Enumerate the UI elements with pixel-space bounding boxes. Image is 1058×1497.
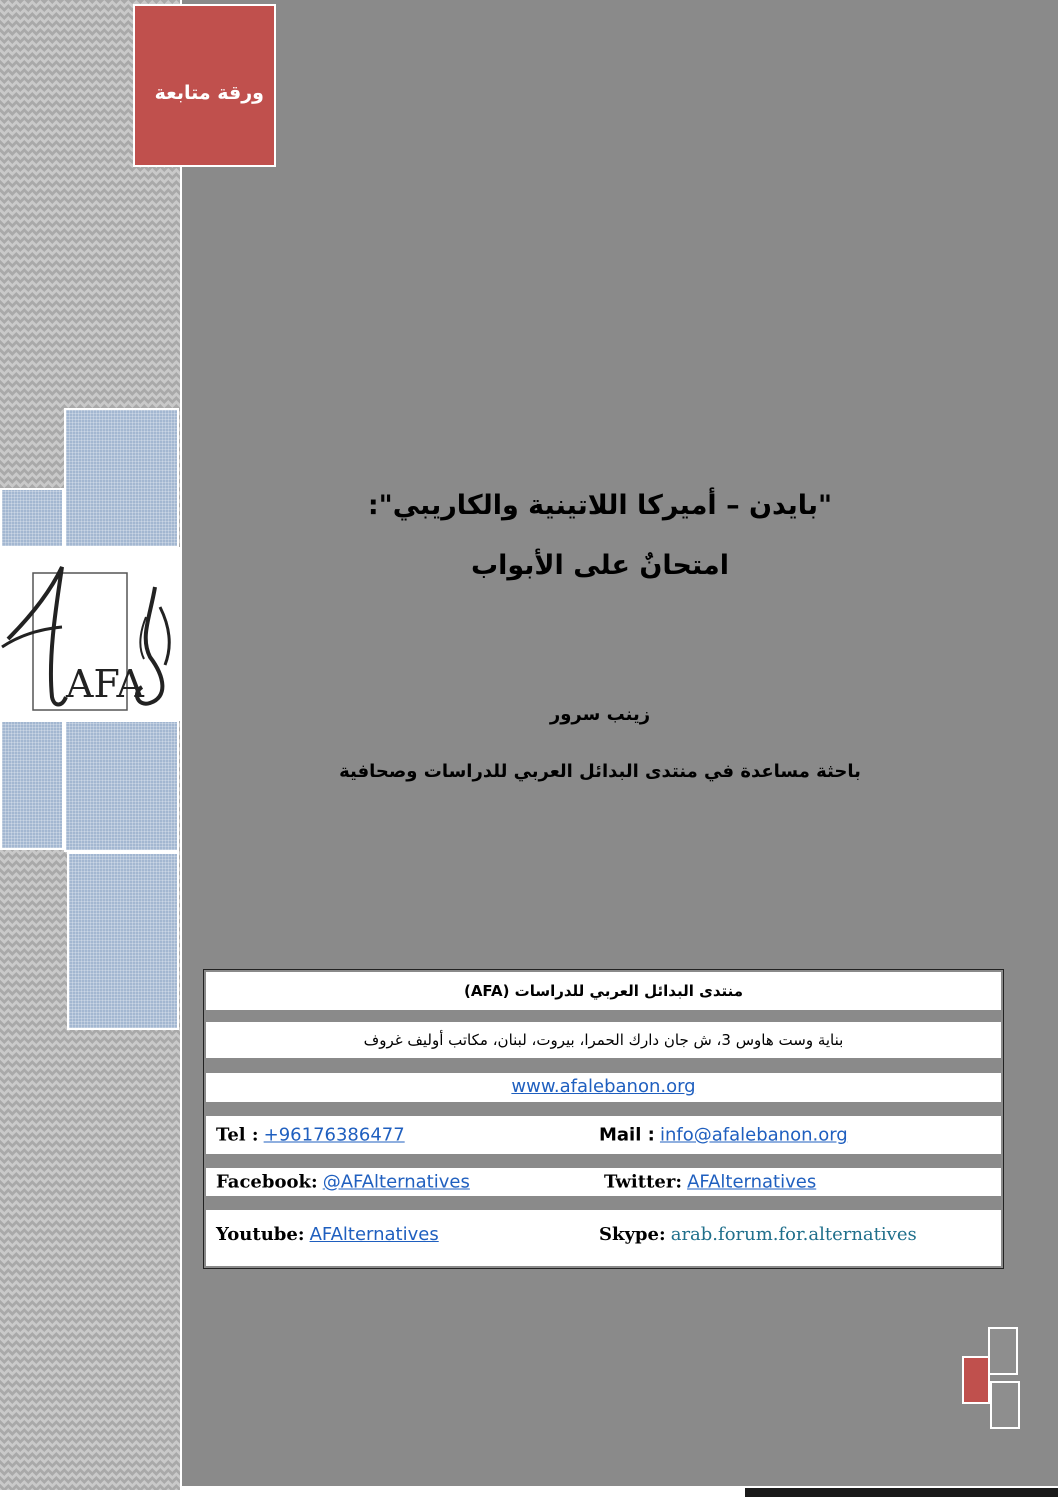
org-name-row [206, 972, 1001, 1010]
skype-label: Skype: [599, 1224, 666, 1245]
decor-block-middle [64, 720, 179, 852]
tel-label: Tel : [216, 1124, 259, 1146]
website-link[interactable]: www.afalebanon.org [511, 1076, 696, 1097]
tel-cell [216, 1125, 405, 1146]
mail-link[interactable]: info@afalebanon.org [659, 1124, 848, 1146]
youtube-label: Youtube: [216, 1224, 305, 1245]
social-row-1 [206, 1168, 1001, 1196]
logo-lettering: AFA [66, 662, 144, 706]
author-role: باحثة مساعدة في منتدى البدائل العربي للدراسات وصحافية [339, 761, 861, 782]
phone-mail-row [206, 1116, 1001, 1154]
address-row [206, 1022, 1001, 1058]
afa-logo-mark [0, 547, 180, 721]
youtube-cell [216, 1224, 439, 1245]
author-name: زينب سرور [549, 704, 651, 725]
mail-cell [599, 1125, 848, 1146]
document-type-tag [133, 4, 276, 167]
tel-link[interactable]: +96176386477 [263, 1124, 405, 1146]
website-row [206, 1073, 1001, 1102]
social-row-2 [206, 1210, 1001, 1266]
decor-block-small-left [0, 488, 64, 548]
twitter-label: Twitter: [604, 1171, 682, 1193]
decor-square-red [962, 1356, 990, 1404]
twitter-link[interactable]: AFAlternatives [687, 1171, 817, 1193]
title-line-1: "بايدن – أميركا اللاتينية والكاريبي": [367, 490, 833, 521]
twitter-cell [604, 1172, 816, 1193]
org-name: منتدى البدائل العربي للدراسات (AFA) [463, 982, 744, 1000]
skype-value: arab.forum.for.alternatives [670, 1224, 917, 1245]
decor-block-lower [67, 852, 179, 1030]
bottom-dark-bar [745, 1488, 1058, 1497]
decor-square-bottom [990, 1381, 1020, 1429]
decor-square-top [988, 1327, 1018, 1375]
document-type-label: ورقة متابعة [154, 82, 264, 104]
decor-block-left-lower [0, 720, 64, 850]
afa-logo [0, 547, 180, 721]
facebook-label: Facebook: [216, 1171, 318, 1193]
address-text: بناية وست هاوس 3، ش جان دارك الحمرا، بيروت، لبنان، مكاتب أوليف غروف [363, 1031, 844, 1049]
mail-label: Mail : [599, 1124, 655, 1146]
decor-block-upper [64, 408, 179, 548]
youtube-link[interactable]: AFAlternatives [309, 1224, 439, 1245]
facebook-link[interactable]: @AFAlternatives [322, 1171, 470, 1193]
skype-cell [599, 1224, 917, 1245]
title-line-2: امتحانٌ على الأبواب [470, 550, 730, 581]
contact-table [203, 969, 1004, 1269]
facebook-cell [216, 1172, 470, 1193]
